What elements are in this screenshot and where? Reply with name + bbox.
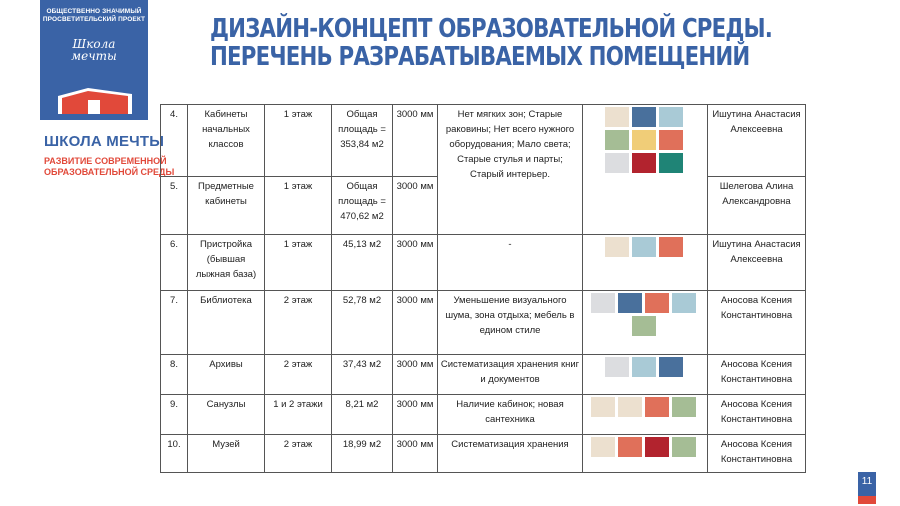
area: 8,21 м2 xyxy=(332,395,393,435)
floor: 2 этаж xyxy=(265,355,332,395)
floor: 1 и 2 этажи xyxy=(265,395,332,435)
page-number: 11 xyxy=(858,472,876,496)
color-swatch xyxy=(605,130,629,150)
color-swatch xyxy=(672,397,696,417)
row-number: 7. xyxy=(161,291,188,355)
table-row xyxy=(161,291,806,355)
ceiling-height: 3000 мм xyxy=(393,235,438,291)
floor: 1 этаж xyxy=(265,235,332,291)
author: Ишутина Анастасия Алексеевна xyxy=(708,105,806,177)
ceiling-height: 3000 мм xyxy=(393,435,438,473)
floor: 2 этаж xyxy=(265,291,332,355)
color-swatch xyxy=(659,237,683,257)
color-swatch xyxy=(672,293,696,313)
ceiling-height: 3000 мм xyxy=(393,355,438,395)
area: 52,78 м2 xyxy=(332,291,393,355)
color-swatch xyxy=(618,437,642,457)
problems-notes: Систематизация хранения книг и документов xyxy=(438,355,583,395)
area: 18,99 м2 xyxy=(332,435,393,473)
ceiling-height: 3000 мм xyxy=(393,177,438,235)
color-palette xyxy=(583,291,708,355)
author: Ишутина Анастасия Алексеевна xyxy=(708,235,806,291)
room-name: Предметные кабинеты xyxy=(188,177,265,235)
brand-panel xyxy=(40,0,148,120)
color-palette xyxy=(583,235,708,291)
color-swatch xyxy=(659,130,683,150)
row-number: 4. xyxy=(161,105,188,177)
ceiling-height: 3000 мм xyxy=(393,105,438,177)
color-swatch xyxy=(618,293,642,313)
area: Общая площадь = 353,84 м2 xyxy=(332,105,393,177)
color-swatch xyxy=(632,237,656,257)
author: Шелегова Алина Александровна xyxy=(708,177,806,235)
ceiling-height: 3000 мм xyxy=(393,395,438,435)
page-number-strip xyxy=(858,496,876,504)
row-number: 6. xyxy=(161,235,188,291)
problems-notes: Уменьшение визуального шума, зона отдыха; мебель в едином стиле xyxy=(438,291,583,355)
house-logo-icon xyxy=(58,88,132,114)
problems-notes: Нет мягких зон; Старые раковины; Нет всего нужного оборудования; Мало света; Старые стулья и парты; Старый интерьер. xyxy=(438,105,583,235)
color-swatch xyxy=(605,107,629,127)
table-row xyxy=(161,395,806,435)
table-row xyxy=(161,355,806,395)
color-palette xyxy=(583,435,708,473)
table-row xyxy=(161,435,806,473)
problems-notes: - xyxy=(438,235,583,291)
color-swatch xyxy=(645,293,669,313)
color-swatch xyxy=(632,357,656,377)
color-swatch xyxy=(605,357,629,377)
page-title xyxy=(210,15,772,71)
brand-logo-line-2: мечты xyxy=(71,49,117,63)
row-number: 9. xyxy=(161,395,188,435)
floor: 1 этаж xyxy=(265,177,332,235)
room-name: Санузлы xyxy=(188,395,265,435)
color-swatch xyxy=(632,107,656,127)
color-swatch xyxy=(672,437,696,457)
row-number: 8. xyxy=(161,355,188,395)
color-swatch xyxy=(605,237,629,257)
color-swatch xyxy=(632,153,656,173)
problems-notes: Наличие кабинок; новая сантехника xyxy=(438,395,583,435)
brand-name: ШКОЛА МЕЧТЫ xyxy=(44,133,165,150)
color-swatch xyxy=(645,437,669,457)
color-palette xyxy=(583,105,708,235)
color-swatch xyxy=(591,397,615,417)
rooms-table xyxy=(160,104,806,473)
color-swatch xyxy=(659,107,683,127)
room-name: Библиотека xyxy=(188,291,265,355)
floor: 2 этаж xyxy=(265,435,332,473)
author: Аносова Ксения Константиновна xyxy=(708,355,806,395)
color-swatch xyxy=(591,437,615,457)
room-name: Архивы xyxy=(188,355,265,395)
ceiling-height: 3000 мм xyxy=(393,291,438,355)
row-number: 10. xyxy=(161,435,188,473)
area: Общая площадь = 470,62 м2 xyxy=(332,177,393,235)
author: Аносова Ксения Константиновна xyxy=(708,435,806,473)
table-row xyxy=(161,105,806,177)
brand-top-text: ОБЩЕСТВЕННО ЗНАЧИМЫЙ ПРОСВЕТИТЕЛЬСКИЙ ПРОЕКТ xyxy=(42,8,146,23)
author: Аносова Ксения Константиновна xyxy=(708,291,806,355)
color-swatch xyxy=(591,293,615,313)
table-row xyxy=(161,235,806,291)
color-swatch xyxy=(632,130,656,150)
area: 45,13 м2 xyxy=(332,235,393,291)
brand-subtitle xyxy=(44,156,174,178)
color-swatch xyxy=(645,397,669,417)
color-swatch xyxy=(659,153,683,173)
row-number: 5. xyxy=(161,177,188,235)
color-swatch xyxy=(632,316,656,336)
brand-logo xyxy=(40,38,148,62)
problems-notes: Систематизация хранения xyxy=(438,435,583,473)
room-name: Музей xyxy=(188,435,265,473)
room-name: Пристройка (бывшая лыжная база) xyxy=(188,235,265,291)
page-title-line-1: ДИЗАЙН-КОНЦЕПТ ОБРАЗОВАТЕЛЬНОЙ СРЕДЫ. xyxy=(210,14,773,44)
brand-subtitle-line-2: ОБРАЗОВАТЕЛЬНОЙ СРЕДЫ xyxy=(44,167,175,177)
room-name: Кабинеты начальных классов xyxy=(188,105,265,177)
brand-logo-line-1: Школа xyxy=(72,37,116,51)
color-swatch xyxy=(618,397,642,417)
color-swatch xyxy=(605,153,629,173)
author: Аносова Ксения Константиновна xyxy=(708,395,806,435)
color-palette xyxy=(583,355,708,395)
floor: 1 этаж xyxy=(265,105,332,177)
brand-subtitle-line-1: РАЗВИТИЕ СОВРЕМЕННОЙ xyxy=(44,156,167,166)
color-palette xyxy=(583,395,708,435)
area: 37,43 м2 xyxy=(332,355,393,395)
color-swatch xyxy=(659,357,683,377)
page-title-line-2: ПЕРЕЧЕНЬ РАЗРАБАТЫВАЕМЫХ ПОМЕЩЕНИЙ xyxy=(210,42,750,72)
